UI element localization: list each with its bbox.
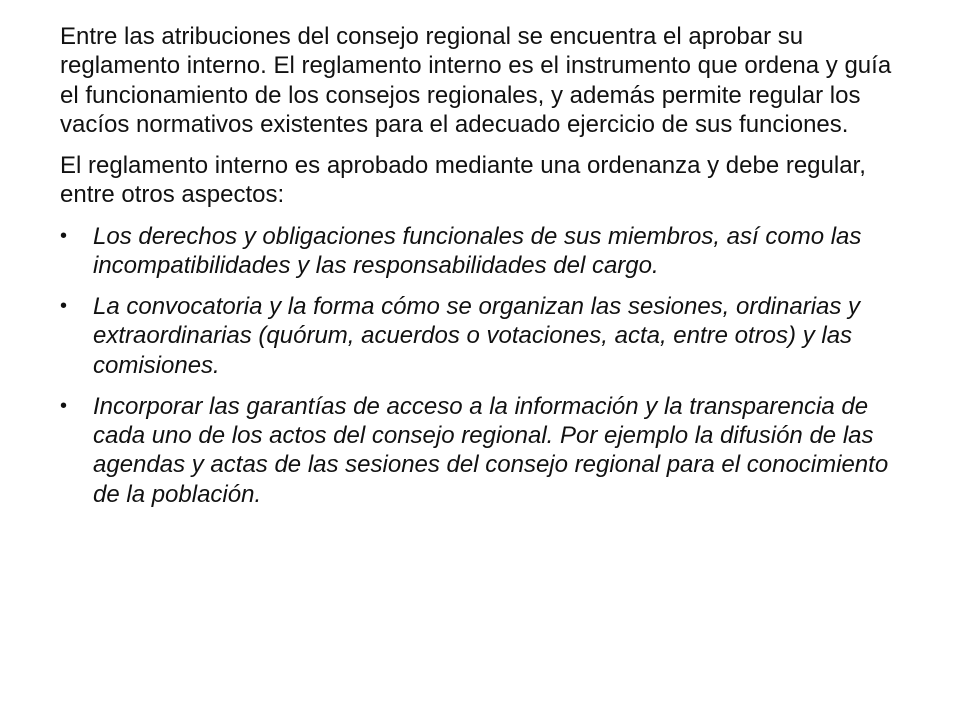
regulation-paragraph: El reglamento interno es aprobado mediante una ordenanza y debe regular, entre otros aspectos:: [60, 152, 866, 209]
list-item: [60, 392, 900, 509]
bullet-icon: •: [60, 394, 68, 417]
bullet-icon: •: [60, 224, 68, 247]
list-item: [60, 222, 900, 281]
list-item-text: Los derechos y obligaciones funcionales de sus miembros, así como las incompatibilidades y las responsabilidades del cargo.: [93, 222, 862, 279]
bullet-icon: •: [60, 295, 68, 318]
aspects-list: [60, 222, 900, 509]
list-item-text: La convocatoria y la forma cómo se organizan las sesiones, ordinarias y extraordinarias (quórum, acuerdos o votaciones, acta, entre otros) y las comisiones.: [93, 293, 861, 379]
list-item: [60, 292, 900, 380]
intro-paragraph: Entre las atribuciones del consejo regional se encuentra el aprobar su reglamento interno. El reglamento interno es el instrumento que ordena y guía el funcionamiento de los consejos regionales, y además permite regular los vacíos normativos existentes para el adecuado ejercicio de sus funciones.: [60, 23, 892, 138]
list-item-text: Incorporar las garantías de acceso a la información y la transparencia de cada uno de los actos del consejo regional. Por ejemplo la difusión de las agendas y actas de las sesiones del consejo regional para el conocimiento de la población.: [93, 392, 889, 508]
